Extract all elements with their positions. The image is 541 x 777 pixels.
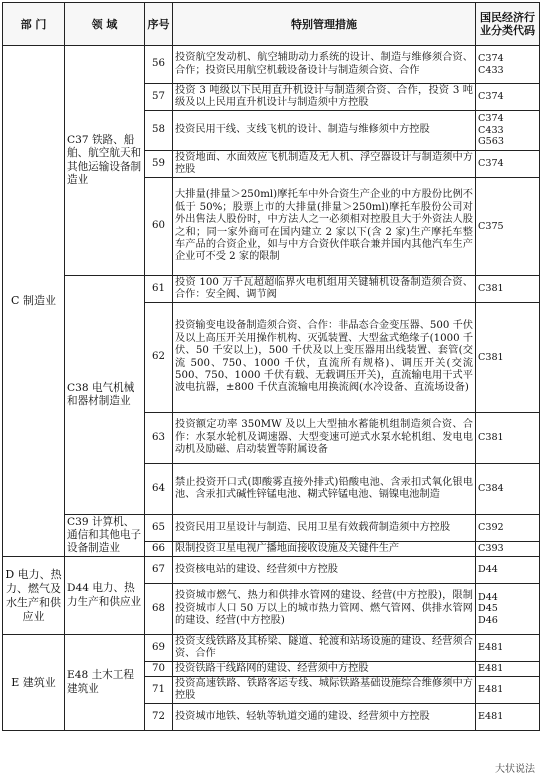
measure-cell: 投资输变电设备制造须合资、合作：非晶态合金变压器、500 千伏及以上高压开关用操作机构、灭弧装置、大型盆式绝缘子(1000 千伏、50 千安以上)，500 千伏及以上变压器用出线装置、套管(交流 500、750、1000 千伏，直流所有规格)、调压开关(交流 500、750、1000 千伏有载、无载调压开关)，直流输电用干式平波电抗器，±800 千伏直流输电用换流阀(水冷设备、直流场设备) <box>173 303 476 413</box>
seq-cell: 67 <box>145 557 173 584</box>
watermark-text: 大状说法 <box>493 760 537 775</box>
code-cell: C381 <box>476 413 540 464</box>
seq-cell: 71 <box>145 677 173 704</box>
seq-cell: 61 <box>145 276 173 303</box>
dept-cell-e: E 建筑业 <box>3 635 65 731</box>
table-row <box>3 557 540 584</box>
seq-cell: 56 <box>145 46 173 84</box>
header-measure: 特别管理措施 <box>173 3 476 46</box>
code-cell: C384 <box>476 464 540 515</box>
code-cell: C374 <box>476 84 540 111</box>
code-cell: E481 <box>476 635 540 662</box>
measure-cell: 限制投资卫星电视广播地面接收设施及关键件生产 <box>173 542 476 557</box>
field-cell-c38: C38 电气机械和器材制造业 <box>65 276 145 515</box>
seq-cell: 69 <box>145 635 173 662</box>
measure-cell: 禁止投资开口式(即酸雾直接外排式)铅酸电池、含汞扣式氧化银电池、含汞扣式碱性锌锰电池、糊式锌锰电池、镉镍电池制造 <box>173 464 476 515</box>
code-cell: C374 C433 <box>476 46 540 84</box>
seq-cell: 63 <box>145 413 173 464</box>
header-row <box>3 3 540 46</box>
field-cell-c39: C39 计算机、通信和其他电子设备制造业 <box>65 515 145 557</box>
seq-cell: 64 <box>145 464 173 515</box>
header-dept: 部 门 <box>3 3 65 46</box>
measure-cell: 投资地面、水面效应飞机制造及无人机、浮空器设计与制造须中方控股 <box>173 151 476 178</box>
code-cell: C381 <box>476 303 540 413</box>
seq-cell: 62 <box>145 303 173 413</box>
measure-cell: 投资城市地铁、轻轨等轨道交通的建设、经营须中方控股 <box>173 704 476 731</box>
table-row <box>3 46 540 84</box>
code-cell: C374 <box>476 151 540 178</box>
measure-cell: 投资民用卫星设计与制造、民用卫星有效载荷制造须中方控股 <box>173 515 476 542</box>
measure-cell: 投资城市燃气、热力和供排水管网的建设、经营(中方控股)，限制投资城市人口 50 万以上的城市热力管网、燃气管网、供排水管网的建设、经营(中方控股) <box>173 584 476 635</box>
code-cell: E481 <box>476 704 540 731</box>
field-cell-c37: C37 铁路、船舶、航空航天和其他运输设备制造业 <box>65 46 145 276</box>
seq-cell: 60 <box>145 178 173 276</box>
measure-cell: 投资航空发动机、航空辅助动力系统的设计、制造与维修须合资、合作；投资民用航空机载设备设计与制造须合资、合作 <box>173 46 476 84</box>
code-cell: C393 <box>476 542 540 557</box>
measure-cell: 大排量(排量＞250ml)摩托车中外合资生产企业的中方股份比例不低于 50%；股票上市的大排量(排量＞250ml)摩托车股份公司对外出售法人股份时，中方法人之一必须相对控股且大于外资法人股之和；同一家外商可在国内建立 2 家以下(含 2 家)生产摩托车整车产品的合资企业，如与中方合资伙伴联合兼并国内其他汽车生产企业可不受 2 家的限制 <box>173 178 476 276</box>
seq-cell: 65 <box>145 515 173 542</box>
seq-cell: 57 <box>145 84 173 111</box>
seq-cell: 68 <box>145 584 173 635</box>
field-cell-d44: D44 电力、热力生产和供应业 <box>65 557 145 635</box>
table-row <box>3 635 540 662</box>
header-field: 领 域 <box>65 3 145 46</box>
code-cell: C375 <box>476 178 540 276</box>
header-code: 国民经济行业分类代码 <box>476 3 540 46</box>
field-cell-e48: E48 土木工程建筑业 <box>65 635 145 731</box>
measure-cell: 投资民用干线、支线飞机的设计、制造与维修须中方控股 <box>173 111 476 151</box>
measure-cell: 投资铁路干线路网的建设、经营须中方控股 <box>173 662 476 677</box>
code-cell: E481 <box>476 662 540 677</box>
table-row <box>3 515 540 542</box>
seq-cell: 70 <box>145 662 173 677</box>
measure-cell: 投资高速铁路、铁路客运专线、城际铁路基础设施综合维修须中方控股 <box>173 677 476 704</box>
measure-cell: 投资核电站的建设、经营须中方控股 <box>173 557 476 584</box>
code-cell: C381 <box>476 276 540 303</box>
header-seq: 序号 <box>145 3 173 46</box>
measure-cell: 投资支线铁路及其桥梁、隧道、轮渡和站场设施的建设、经营须合资、合作 <box>173 635 476 662</box>
seq-cell: 66 <box>145 542 173 557</box>
foreign-investment-measures-table <box>2 2 540 731</box>
code-cell: C392 <box>476 515 540 542</box>
code-cell: C374 C433 G563 <box>476 111 540 151</box>
measure-cell: 投资 3 吨级以下民用直升机设计与制造须合资、合作，投资 3 吨级及以上民用直升机设计与制造须中方控股 <box>173 84 476 111</box>
table-row <box>3 276 540 303</box>
seq-cell: 72 <box>145 704 173 731</box>
code-cell: D44 D45 D46 <box>476 584 540 635</box>
seq-cell: 58 <box>145 111 173 151</box>
code-cell: D44 <box>476 557 540 584</box>
code-cell: E481 <box>476 677 540 704</box>
dept-cell-c: C 制造业 <box>3 46 65 557</box>
dept-cell-d: D 电力、热力、燃气及水生产和供应业 <box>3 557 65 635</box>
seq-cell: 59 <box>145 151 173 178</box>
measure-cell: 投资额定功率 350MW 及以上大型抽水蓄能机组制造须合资、合作：水泵水轮机及调速器、大型变速可逆式水泵水轮机组、发电电动机及励磁、启动装置等附属设备 <box>173 413 476 464</box>
measure-cell: 投资 100 万千瓦超超临界火电机组用关键辅机设备制造须合资、合作：安全阀、调节阀 <box>173 276 476 303</box>
